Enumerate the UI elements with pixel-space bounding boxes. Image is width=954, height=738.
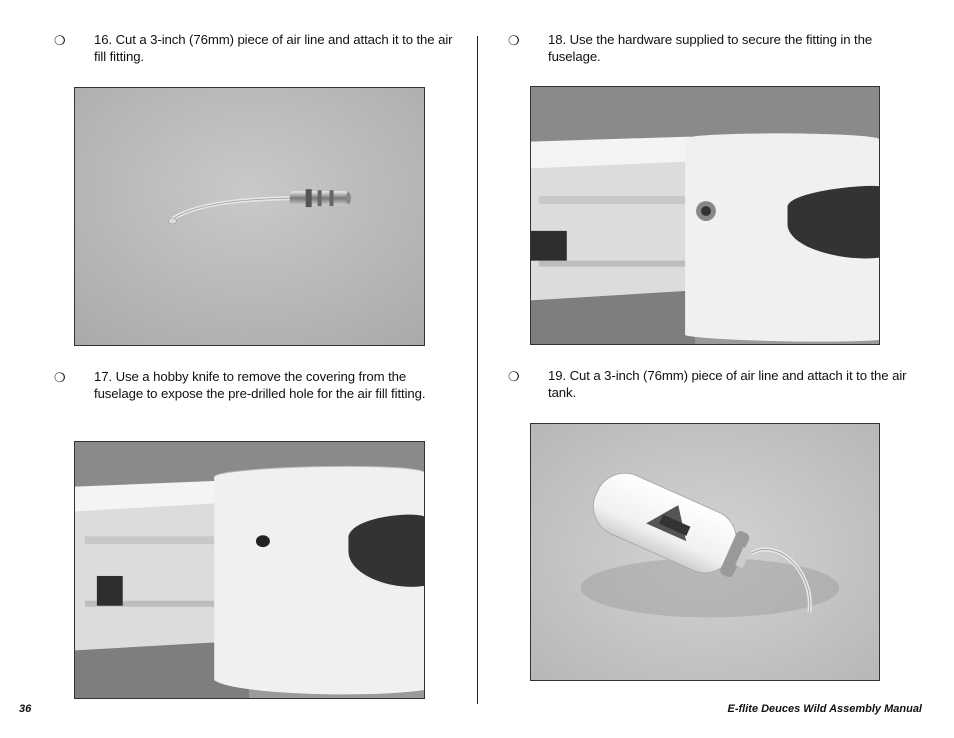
step-19-checkbox[interactable]: ❍ (508, 369, 520, 384)
photo-air-tank (530, 423, 880, 681)
step-18-text: 18. Use the hardware supplied to secure the fitting in the fuselage. (548, 32, 873, 64)
step-19-text: 19. Cut a 3-inch (76mm) piece of air line and attach it to the air tank. (548, 368, 907, 400)
step-17-checkbox[interactable]: ❍ (54, 370, 66, 385)
photo-fuselage-hole (74, 441, 425, 699)
page-number: 36 (19, 703, 32, 715)
photo-air-fill-fitting (74, 87, 425, 346)
manual-title: E-flite Deuces Wild Assembly Manual (727, 703, 922, 715)
step-18-checkbox[interactable]: ❍ (508, 33, 520, 48)
step-16-text: 16. Cut a 3-inch (76mm) piece of air line and attach it to the air fill fitting. (94, 32, 453, 64)
column-divider (477, 36, 478, 704)
photo-fitting-installed (530, 86, 880, 345)
step-17-text: 17. Use a hobby knife to remove the covering from the fuselage to expose the pre-drilled hole for the air fill fitting. (94, 369, 426, 401)
step-16-checkbox[interactable]: ❍ (54, 33, 66, 48)
